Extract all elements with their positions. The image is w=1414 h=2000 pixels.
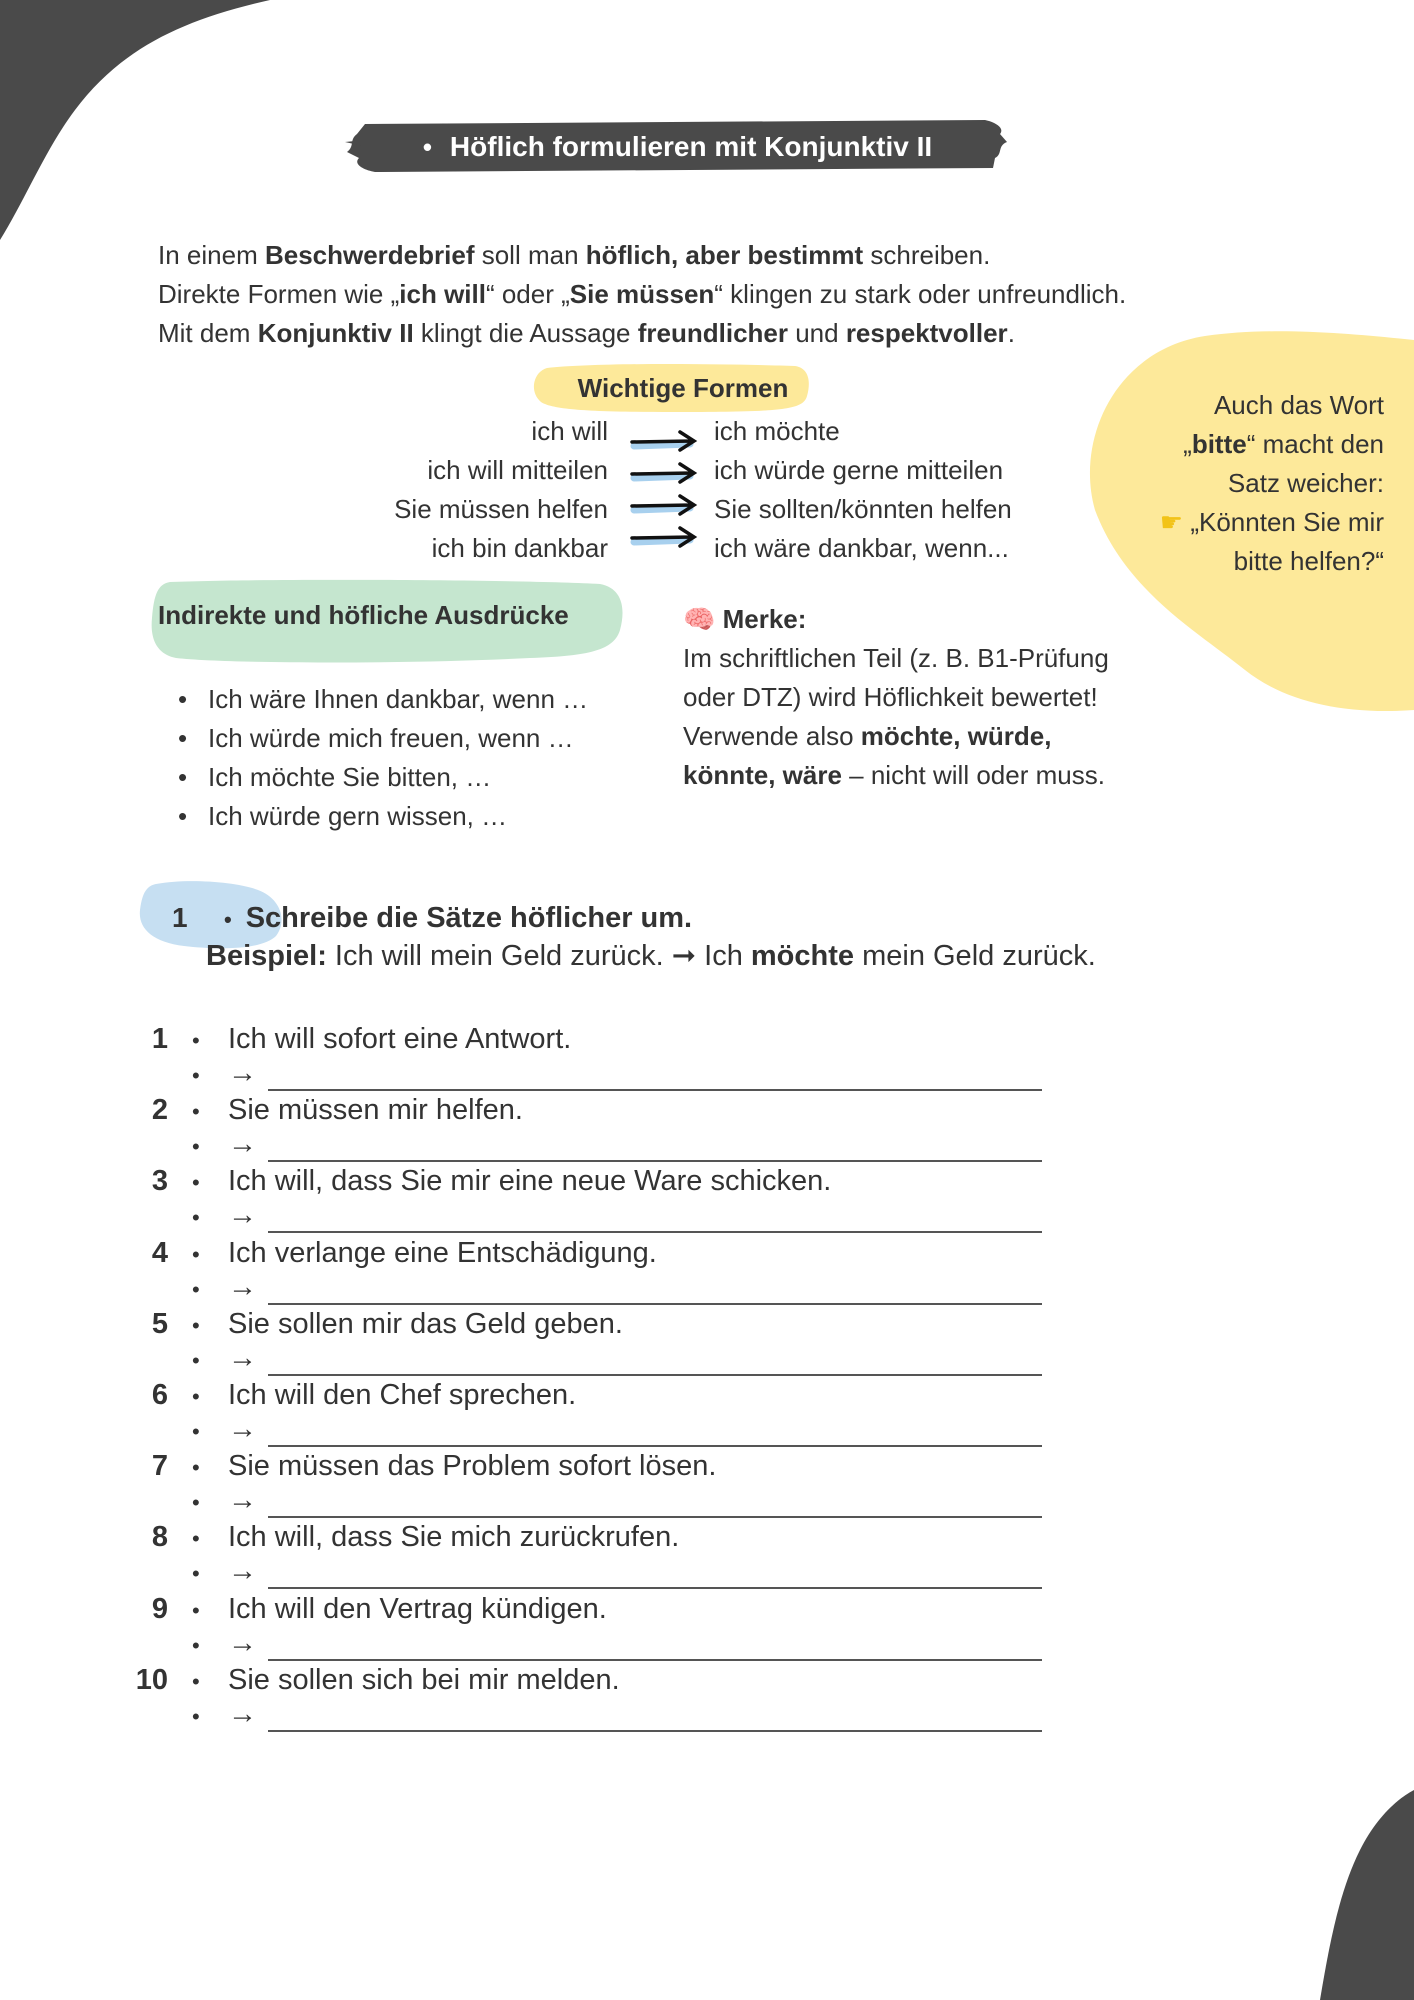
intro-bold: freundlicher <box>637 318 788 348</box>
item-sentence: Sie müssen mir helfen. <box>228 1094 523 1127</box>
arrow-icon <box>630 524 702 554</box>
item-bullet: • <box>192 1312 200 1338</box>
form-from: Sie müssen helfen <box>394 494 608 524</box>
answer-arrow-icon: → <box>228 1199 257 1232</box>
note-line: Auch das Wort <box>1213 390 1384 420</box>
note-quote: „ <box>1183 429 1192 459</box>
item-bullet: • <box>192 1347 200 1373</box>
brain-icon: 🧠 <box>683 604 716 634</box>
item-bullet: • <box>192 1241 200 1267</box>
list-item: • Ich würde gern wissen, … <box>178 797 588 836</box>
answer-arrow-icon: → <box>228 1413 257 1445</box>
form-to: ich wäre dankbar, wenn... <box>714 533 1009 563</box>
answer-line[interactable] <box>268 1659 1042 1661</box>
pointing-hand-icon: ☛ <box>1159 507 1191 537</box>
item-sentence: Ich will, dass Sie mir eine neue Ware schicken. <box>228 1165 832 1198</box>
bitte-note <box>1100 386 1384 581</box>
example-text: Ich will mein Geld zurück. <box>326 940 672 972</box>
answer-line[interactable] <box>268 1516 1042 1518</box>
note-text: „Könnten Sie mir <box>1190 507 1384 537</box>
task-text: Schreibe die Sätze höflicher um. <box>245 902 693 934</box>
intro-text: In einem <box>158 240 265 270</box>
list-item: • Ich möchte Sie bitten, … <box>178 758 588 797</box>
indirekte-heading: Indirekte und höfliche Ausdrücke <box>158 600 569 630</box>
answer-line[interactable] <box>268 1089 1042 1091</box>
example-text: Ich <box>696 940 751 972</box>
item-bullet: • <box>192 1597 200 1623</box>
note-text: “ macht den <box>1246 429 1384 459</box>
intro-text: soll man <box>474 240 586 270</box>
item-bullet: • <box>192 1170 200 1196</box>
answer-line[interactable] <box>268 1231 1042 1233</box>
item-sentence: Ich will den Chef sprechen. <box>228 1379 577 1411</box>
form-to: Sie sollten/könnten helfen <box>714 494 1012 524</box>
intro-bold: Beschwerdebrief <box>264 240 475 270</box>
form-to: ich möchte <box>714 416 840 446</box>
note-line <box>1100 425 1384 464</box>
item-number: 3 <box>151 1165 168 1198</box>
item-number: 6 <box>151 1379 168 1411</box>
item-bullet: • <box>192 1632 200 1658</box>
intro-text: Direkte Formen wie „ <box>158 279 400 309</box>
item-sentence: Ich verlange eine Entschädigung. <box>228 1236 657 1269</box>
answer-line[interactable] <box>268 1303 1042 1305</box>
intro-line-1 <box>158 236 1278 275</box>
item-sentence: Ich will sofort eine Antwort. <box>228 1023 572 1055</box>
exercise-example <box>206 938 1096 973</box>
example-label: Beispiel: <box>206 940 327 972</box>
item-bullet: • <box>192 1561 200 1587</box>
merke-line: Im schriftlichen Teil (z. B. B1-Prüfung <box>683 643 1109 673</box>
form-to: ich würde gerne mitteilen <box>714 455 1004 485</box>
merke-text: – nicht will oder muss. <box>841 760 1105 790</box>
item-bullet: • <box>192 1099 200 1125</box>
arrow-icon <box>630 460 702 490</box>
item-bullet: • <box>192 1276 200 1302</box>
exercise-task <box>224 902 692 935</box>
item-sentence: Ich will den Vertrag kündigen. <box>228 1592 607 1625</box>
note-line <box>1100 503 1384 542</box>
intro-text: und <box>787 318 846 348</box>
arrow-icon <box>630 428 702 458</box>
intro-text: . <box>1007 318 1015 348</box>
note-bold-word: bitte <box>1191 429 1247 459</box>
item-bullet: • <box>192 1419 200 1444</box>
intro-line-2 <box>158 275 1278 314</box>
answer-line[interactable] <box>268 1587 1042 1589</box>
page-title: Höflich formulieren mit Konjunktiv II <box>449 131 933 162</box>
answer-arrow-icon: → <box>228 1270 257 1303</box>
answer-line[interactable] <box>268 1374 1042 1376</box>
item-bullet: • <box>192 1205 200 1231</box>
answer-line[interactable] <box>268 1730 1042 1732</box>
expression-list <box>178 680 588 836</box>
note-line: bitte helfen?“ <box>1233 546 1384 576</box>
item-sentence: Sie sollen mir das Geld geben. <box>228 1307 623 1340</box>
intro-text: klingt die Aussage <box>413 318 638 348</box>
merke-heading: Merke: <box>722 604 807 634</box>
intro-text: “ oder „ <box>485 279 570 309</box>
corner-decoration-top-left <box>0 0 280 250</box>
example-bold: möchte <box>750 940 855 972</box>
intro-bold: Konjunktiv II <box>257 318 414 348</box>
item-sentence: Sie sollen sich bei mir melden. <box>228 1663 620 1696</box>
item-number: 10 <box>135 1663 168 1696</box>
answer-arrow-icon: → <box>228 1626 257 1659</box>
corner-decoration-bottom-right <box>1320 1790 1414 2000</box>
intro-text: schreiben. <box>863 240 991 270</box>
task-bullet: • <box>224 907 232 932</box>
answer-arrow-icon: → <box>228 1555 257 1588</box>
intro-bold: respektvoller <box>845 318 1008 348</box>
merke-box <box>683 600 1203 795</box>
title-banner <box>345 112 1010 182</box>
title-bullet: • <box>422 131 432 162</box>
answer-arrow-icon: → <box>228 1697 257 1730</box>
merke-line <box>683 717 1203 756</box>
example-arrow-icon: ➞ <box>671 940 697 972</box>
intro-bold: ich will <box>399 279 486 309</box>
item-number: 9 <box>151 1592 168 1625</box>
item-number: 2 <box>151 1094 168 1127</box>
item-number: 8 <box>151 1521 168 1554</box>
item-bullet: • <box>192 1384 200 1409</box>
item-bullet: • <box>192 1526 200 1552</box>
form-from: ich bin dankbar <box>431 533 608 563</box>
intro-bold: höflich, aber bestimmt <box>585 240 864 270</box>
form-from: ich will mitteilen <box>427 455 608 485</box>
item-sentence: Sie müssen das Problem sofort lösen. <box>228 1450 717 1483</box>
example-text: mein Geld zurück. <box>854 940 1096 972</box>
item-bullet: • <box>192 1063 200 1088</box>
item-bullet: • <box>192 1668 200 1694</box>
intro-bold: Sie müssen <box>569 279 715 309</box>
arrow-icon <box>630 492 702 522</box>
item-bullet: • <box>192 1134 200 1160</box>
answer-arrow-icon: → <box>228 1128 257 1161</box>
list-item: • Ich wäre Ihnen dankbar, wenn … <box>178 680 588 719</box>
merke-text: Verwende also <box>683 721 861 751</box>
formen-heading: Wichtige Formen <box>577 372 789 403</box>
list-item: • Ich würde mich freuen, wenn … <box>178 719 588 758</box>
exercise-number: 1 <box>172 902 188 933</box>
merke-heading-line <box>683 600 1203 639</box>
intro-text: “ klingen zu stark oder unfreundlich. <box>714 279 1127 309</box>
item-bullet: • <box>192 1028 200 1053</box>
item-bullet: • <box>192 1455 200 1481</box>
merke-bold: könnte, wäre <box>683 760 842 790</box>
answer-arrow-icon: → <box>228 1484 257 1517</box>
note-line: Satz weicher: <box>1227 468 1384 498</box>
item-number: 1 <box>151 1023 168 1055</box>
item-number: 7 <box>151 1450 168 1483</box>
answer-arrow-icon: → <box>228 1341 257 1374</box>
item-number: 4 <box>151 1236 168 1269</box>
form-from: ich will <box>531 416 608 446</box>
item-bullet: • <box>192 1703 200 1729</box>
merke-line <box>683 756 1203 795</box>
answer-line[interactable] <box>268 1445 1042 1447</box>
answer-arrow-icon: → <box>228 1057 257 1089</box>
item-bullet: • <box>192 1490 200 1516</box>
item-sentence: Ich will, dass Sie mich zurückrufen. <box>228 1521 680 1554</box>
item-number: 5 <box>151 1307 168 1340</box>
merke-bold: möchte, würde, <box>860 721 1052 751</box>
answer-line[interactable] <box>268 1160 1042 1162</box>
intro-text: Mit dem <box>158 318 258 348</box>
merke-line: oder DTZ) wird Höflichkeit bewertet! <box>683 682 1098 712</box>
